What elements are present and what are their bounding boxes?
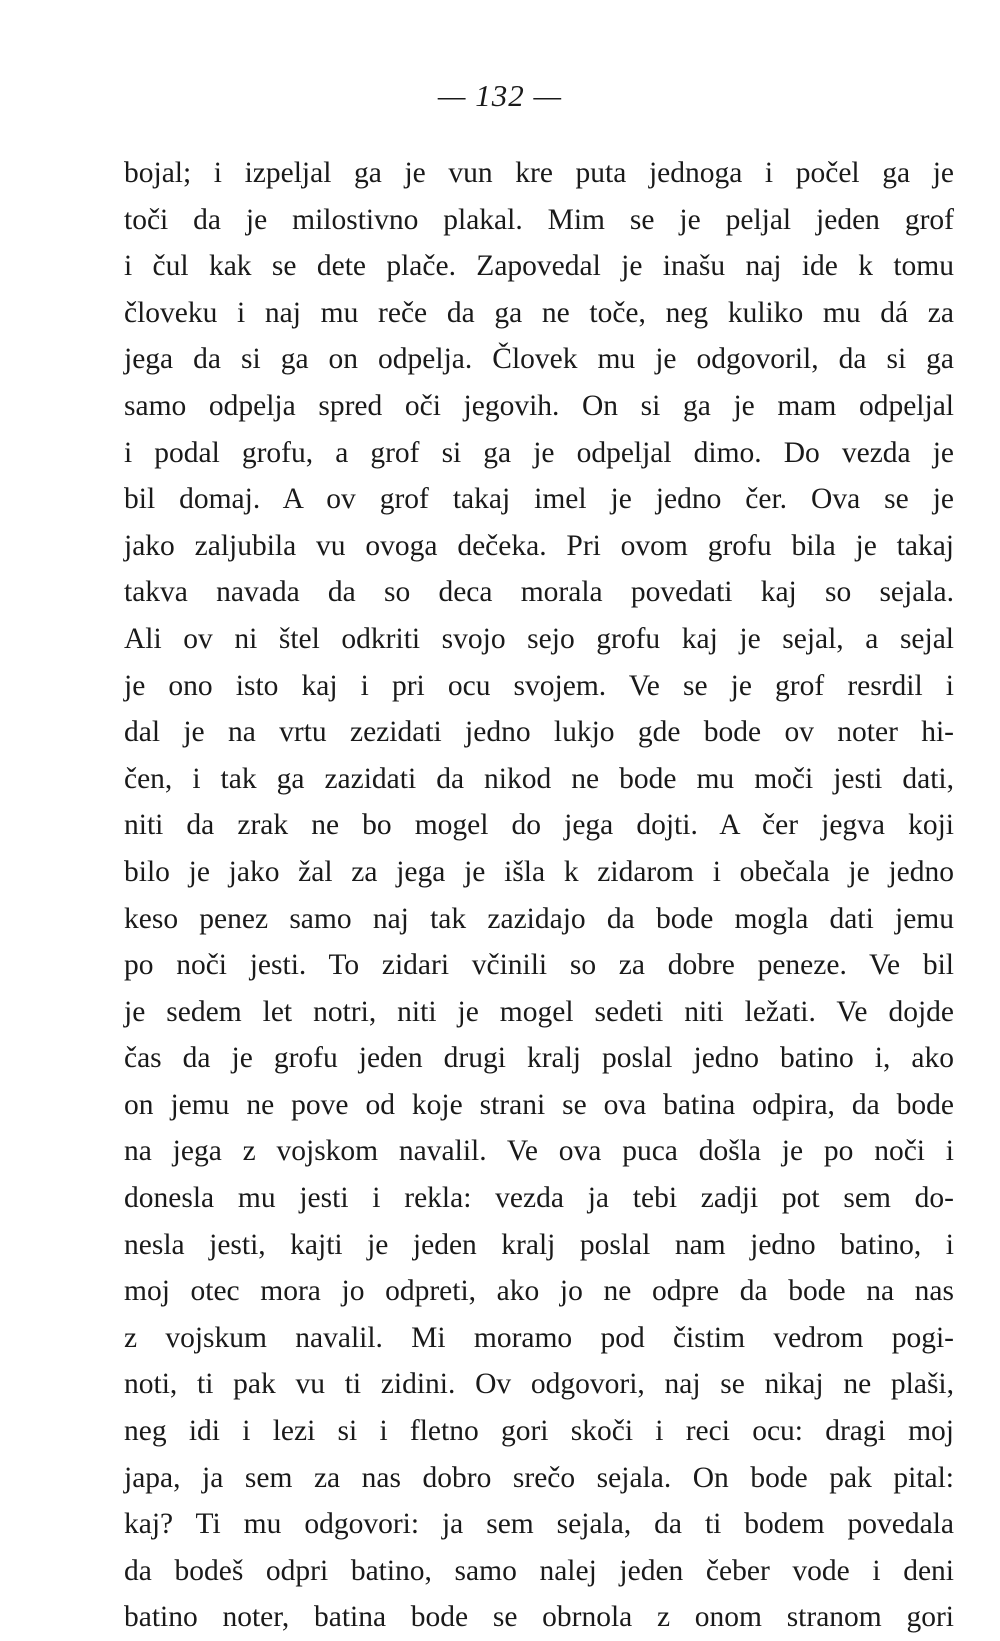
text-line: je sedem let notri, niti je mogel sedeti niti ležati. Ve dojde [124,995,954,1028]
body-text [124,150,954,1641]
text-line: niti da zrak ne bo mogel do jega dojti. A čer jegva koji [124,809,954,842]
text-line: bojal; i izpeljal ga je vun kre puta jednoga i počel ga je [124,157,954,189]
text-line: neg idi i lezi si i fletno gori skoči i reci ocu: dragi moj [124,1415,954,1448]
text-line: moj otec mora jo odpreti, ako jo ne odpre da bode na nas [124,1275,954,1308]
text-line: kaj? Ti mu odgovori: ja sem sejala, da ti bodem povedala [124,1508,954,1541]
text-line: da bodeš odpri batino, samo nalej jeden čeber vode i deni [124,1554,954,1587]
text-line: jega da si ga on odpelja. Človek mu je odgovoril, da si ga [124,343,954,376]
text-line: takva navada da so deca morala povedati kaj so sejala. [124,576,954,609]
page-number: — 132 — [437,78,563,113]
text-line: keso penez samo naj tak zazidajo da bode mogla dati jemu [124,902,954,935]
text-line: i čul kak se dete plače. Zapovedal je inašu naj ide k tomu [124,250,954,283]
text-line: samo odpelja spred oči jegovih. On si ga je mam odpeljal [124,389,954,422]
text-line: nesla jesti, kajti je jeden kralj poslal nam jedno batino, i [124,1228,954,1261]
text-line: je ono isto kaj i pri ocu svojem. Ve se je grof resrdil i [124,669,954,702]
text-line: po noči jesti. To zidari včinili so za dobre peneze. Ve bil [124,949,954,982]
text-line: bil domaj. A ov grof takaj imel je jedno čer. Ova se je [124,483,954,516]
text-line: Ali ov ni štel odkriti svojo sejo grofu kaj je sejal, a sejal [124,622,954,655]
text-line: na jega z vojskom navalil. Ve ova puca došla je po noči i [124,1135,954,1168]
text-line: bilo je jako žal za jega je išla k zidarom i obečala je jedno [124,855,954,888]
text-line: čas da je grofu jeden drugi kralj poslal jedno batino i, ako [124,1042,954,1075]
text-line: čen, i tak ga zazidati da nikod ne bode mu moči jesti dati, [124,762,954,795]
text-line: dal je na vrtu zezidati jedno lukjo gde bode ov noter hi- [124,716,954,749]
text-line: i podal grofu, a grof si ga je odpeljal dimo. Do vezda je [124,436,954,469]
text-line: človeku i naj mu reče da ga ne toče, neg kuliko mu dá za [124,296,954,329]
text-line: z vojskum navalil. Mi moramo pod čistim vedrom pogi- [124,1321,954,1354]
text-line: toči da je milostivno plakal. Mim se je peljal jeden grof [124,203,954,236]
text-line: on jemu ne pove od koje strani se ova batina odpira, da bode [124,1088,954,1121]
text-line: donesla mu jesti i rekla: vezda ja tebi zadji pot sem do- [124,1182,954,1215]
text-line: jako zaljubila vu ovoga dečeka. Pri ovom grofu bila je takaj [124,529,954,562]
text-line: japa, ja sem za nas dobro srečo sejala. On bode pak pital: [124,1461,954,1494]
text-line: batino noter, batina bode se obrnola z onom stranom gori [124,1601,954,1634]
text-line: noti, ti pak vu ti zidini. Ov odgovori, naj se nikaj ne plaši, [124,1368,954,1401]
